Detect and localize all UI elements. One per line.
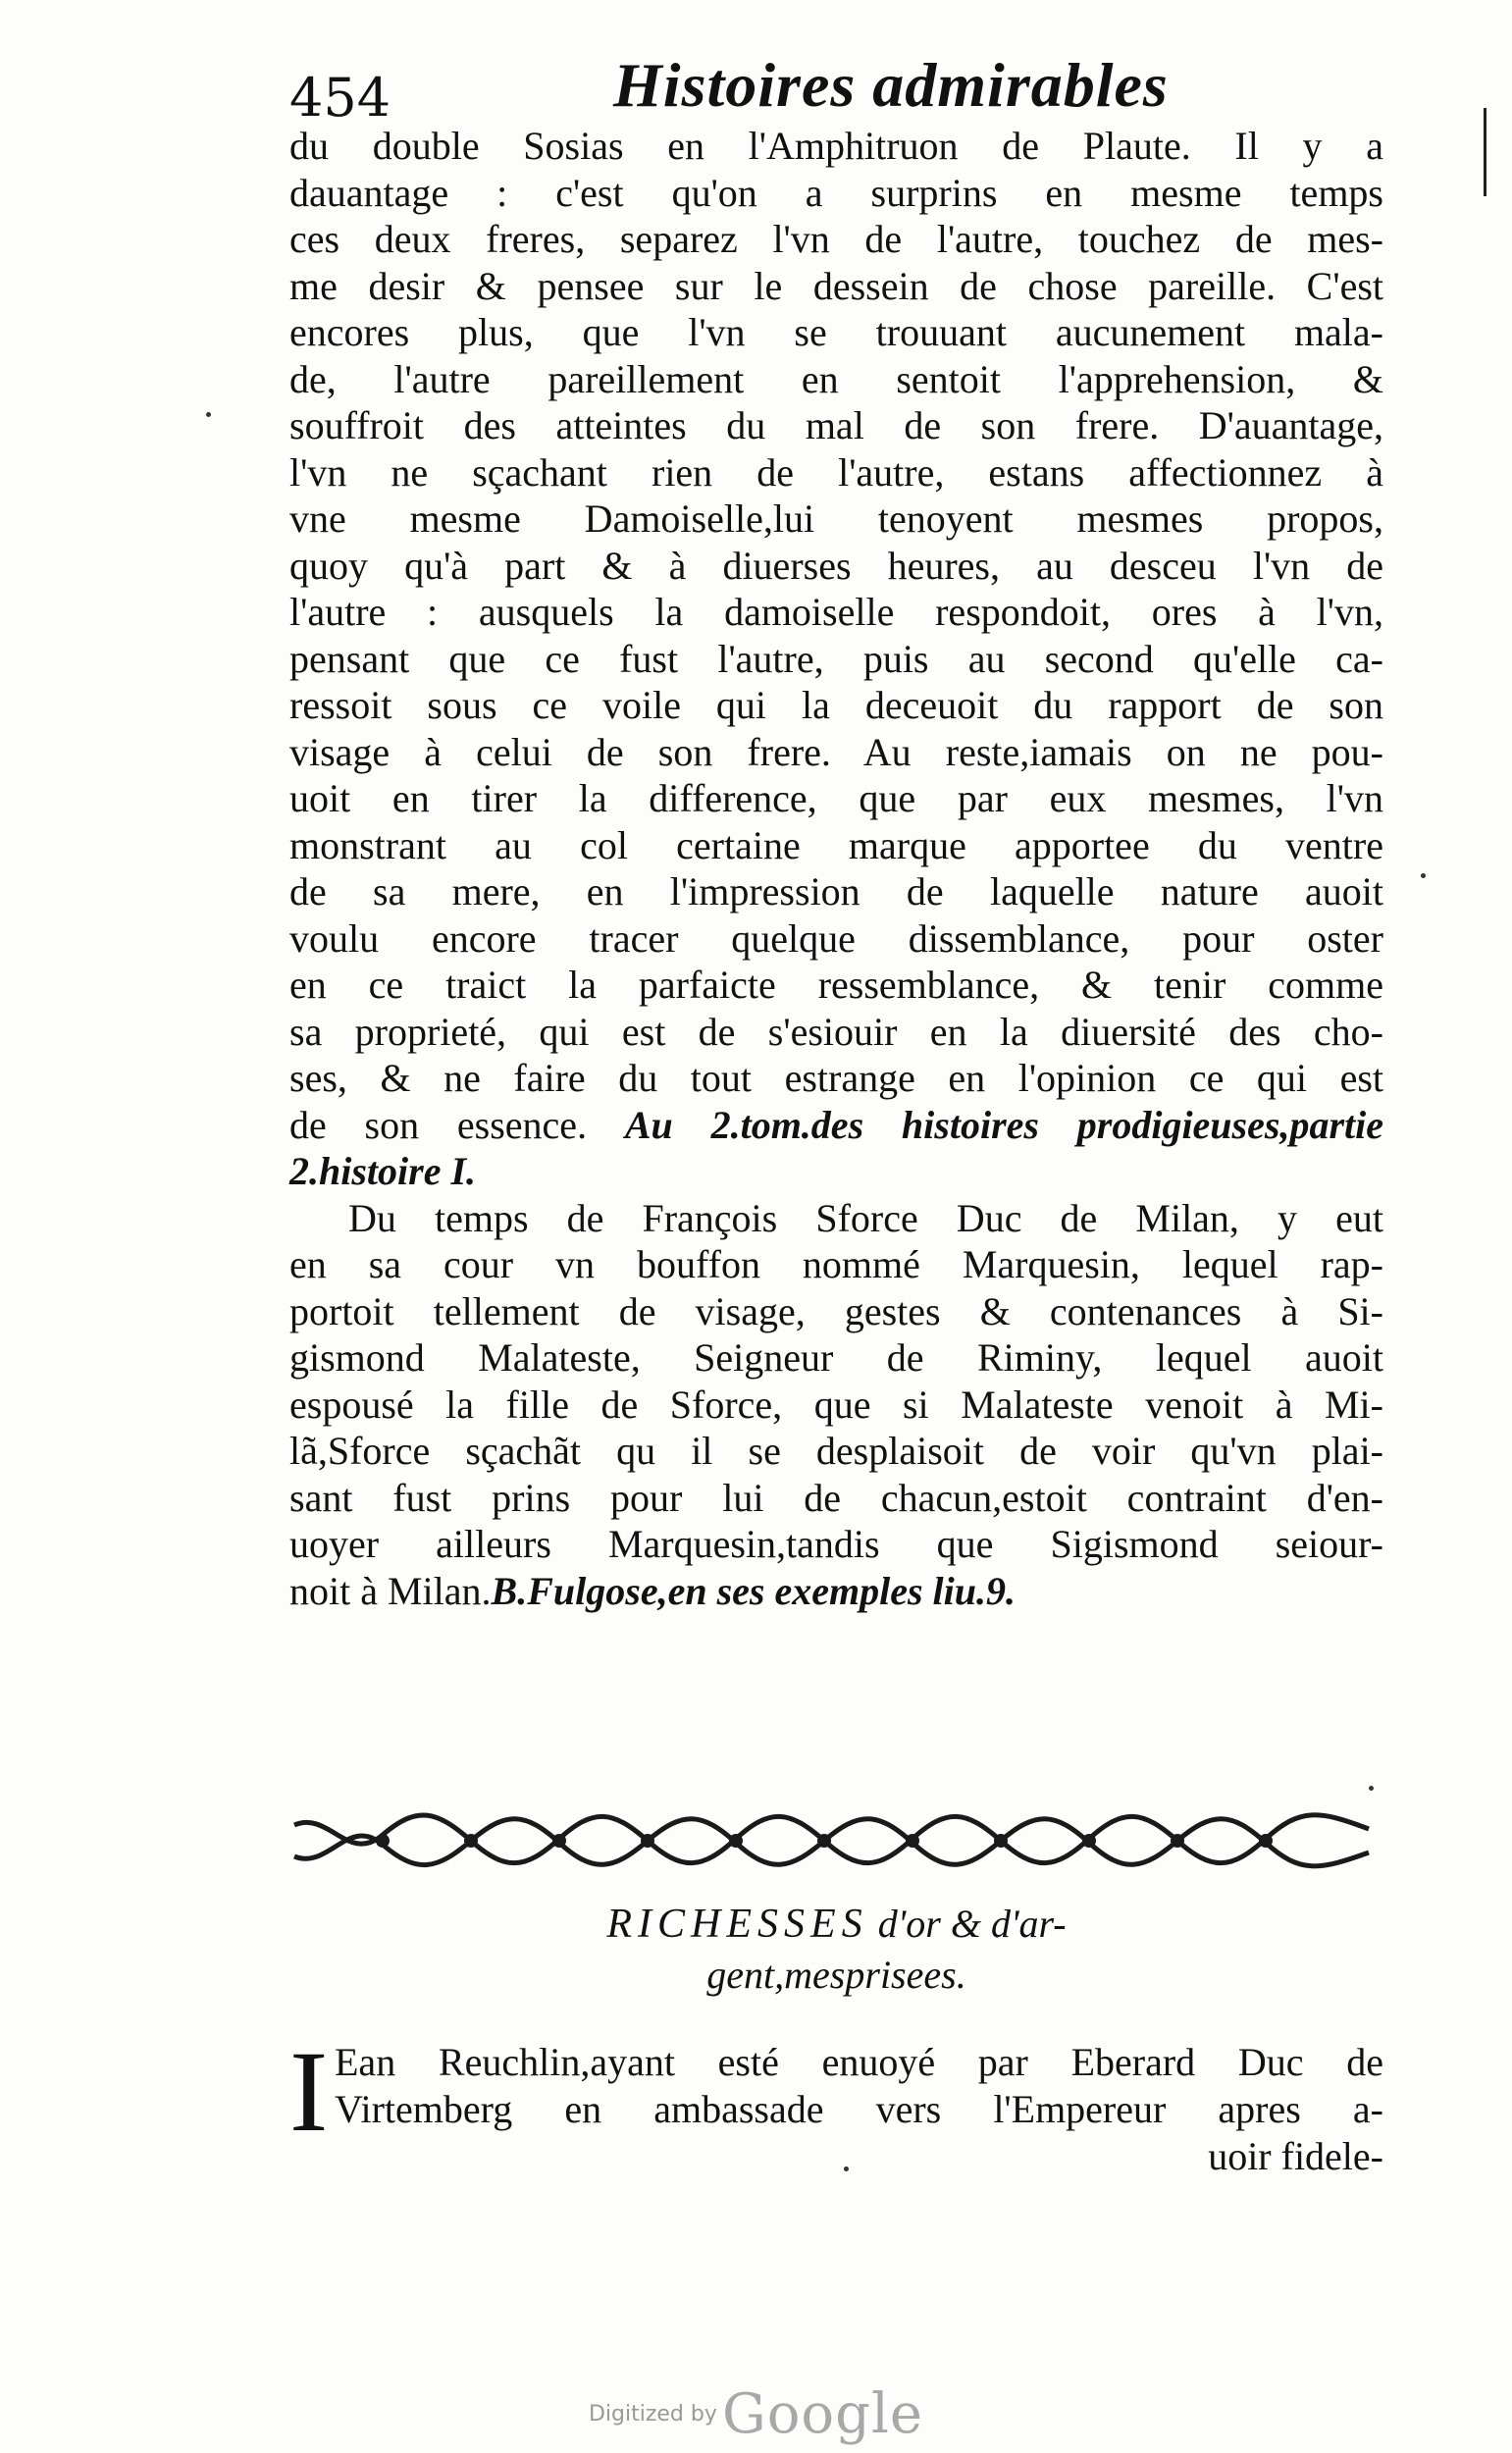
text-line: sa proprieté, qui est de s'esiouir en la diuersité des cho- (289, 1009, 1383, 1054)
text-line: Virtemberg en ambassade vers l'Empereur apres a- (335, 2087, 1383, 2131)
heading-line-1 (289, 1899, 1383, 1950)
heading-rest: d'or & d'ar- (877, 1902, 1067, 1946)
text-line: visage à celui de son frere. Au reste,iamais on ne pou- (289, 729, 1383, 774)
page-number: 454 (289, 67, 391, 129)
citation-line (289, 1568, 1383, 1615)
text-line: dauantage : c'est qu'on a surprins en mesme temps (289, 170, 1383, 215)
text-line: encores plus, que l'vn se trouuant aucunement mala- (289, 310, 1383, 354)
section-heading (289, 1899, 1383, 2001)
ink-speck (206, 412, 211, 417)
text-line: ressoit sous ce voile qui la deceuoit du rapport de son (289, 683, 1383, 727)
citation-line (289, 1102, 1383, 1149)
citation-lead: noit à Milan. (289, 1568, 492, 1613)
text-line: du double Sosias en l'Amphitruon de Plaute. Il y a (289, 124, 1383, 168)
text-line: l'autre : ausquels la damoiselle respondoit, ores à l'vn, (289, 590, 1383, 634)
citation: B.Fulgose,en ses exemples liu.9. (491, 1568, 1016, 1613)
margin-rule (1484, 108, 1486, 196)
text-line: uoyer ailleurs Marquesin,tandis que Sigismond seiour- (289, 1522, 1383, 1566)
text-block-1 (289, 123, 1383, 1614)
drop-cap: I (289, 2027, 329, 2156)
ink-speck (1421, 873, 1426, 878)
text-line: en sa cour vn bouffon nommé Marquesin, lequel rap- (289, 1242, 1383, 1286)
text-line: espousé la fille de Sforce, que si Malateste venoit à Mi- (289, 1382, 1383, 1427)
text-line: de sa mere, en l'impression de laquelle nature auoit (289, 869, 1383, 913)
decorative-ornament-band (289, 1805, 1383, 1876)
watermark-prefix: Digitized by (588, 2402, 717, 2427)
citation-lead: de son essence. (289, 1102, 588, 1147)
text-line: Du temps de François Sforce Duc de Milan, y eut (348, 1195, 1383, 1240)
text-line: vne mesme Damoiselle,lui tenoyent mesmes propos, (289, 496, 1383, 541)
ink-speck (1369, 1786, 1374, 1791)
text-line: souffroit des atteintes du mal de son frere. D'auantage, (289, 403, 1383, 447)
text-line: voulu encore tracer quelque dissemblance, pour oster (289, 915, 1383, 961)
text-line: monstrant au col certaine marque apportee du ventre (289, 822, 1383, 867)
text-line: uoit en tirer la difference, que par eux mesmes, l'vn (289, 776, 1383, 820)
text-line: uoir fidele- (1208, 2134, 1383, 2178)
citation: Au 2.tom.des histoires prodigieuses,partie (624, 1102, 1383, 1147)
citation-end (289, 1148, 1383, 1195)
heading-line-2: gent,mesprisees. (706, 1953, 966, 1997)
text-line: l'vn ne sçachant rien de l'autre, estans affectionnez à (289, 449, 1383, 495)
text-line: portoit tellement de visage, gestes & contenances à Si- (289, 1288, 1383, 1333)
citation-end-text: 2.histoire I. (289, 1149, 477, 1193)
text-line: quoy qu'à part & à diuerses heures, au desceu l'vn de (289, 543, 1383, 588)
text-line: me desir & pensee sur le dessein de chose pareille. C'est (289, 263, 1383, 308)
text-block-3 (289, 2027, 1383, 2180)
google-logo: Google (721, 2382, 924, 2446)
ink-speck (844, 2166, 849, 2171)
digitization-watermark (0, 2382, 1512, 2446)
text-line: Ean Reuchlin,ayant esté enuoyé par Eberard Duc de (335, 2040, 1383, 2084)
text-line: lã,Sforce sçachãt qu il se desplaisoit de voir qu'vn plai- (289, 1429, 1383, 1473)
text-line: de, l'autre pareillement en sentoit l'apprehension, & (289, 356, 1383, 401)
text-line: ses, & ne faire du tout estrange en l'opinion ce qui est (289, 1056, 1383, 1100)
text-line: sant fust prins pour lui de chacun,estoit contraint d'en- (289, 1475, 1383, 1520)
text-line: pensant que ce fust l'autre, puis au second qu'elle ca- (289, 636, 1383, 681)
heading-caps: RICHESSES (606, 1902, 868, 1947)
text-line: en ce traict la parfaicte ressemblance, & tenir comme (289, 963, 1383, 1007)
text-line: ces deux freres, separez l'vn de l'autre, touchez de mes- (289, 217, 1383, 261)
text-line: gismond Malateste, Seigneur de Riminy, lequel auoit (289, 1335, 1383, 1380)
running-title: Histoires admirables (613, 50, 1169, 120)
